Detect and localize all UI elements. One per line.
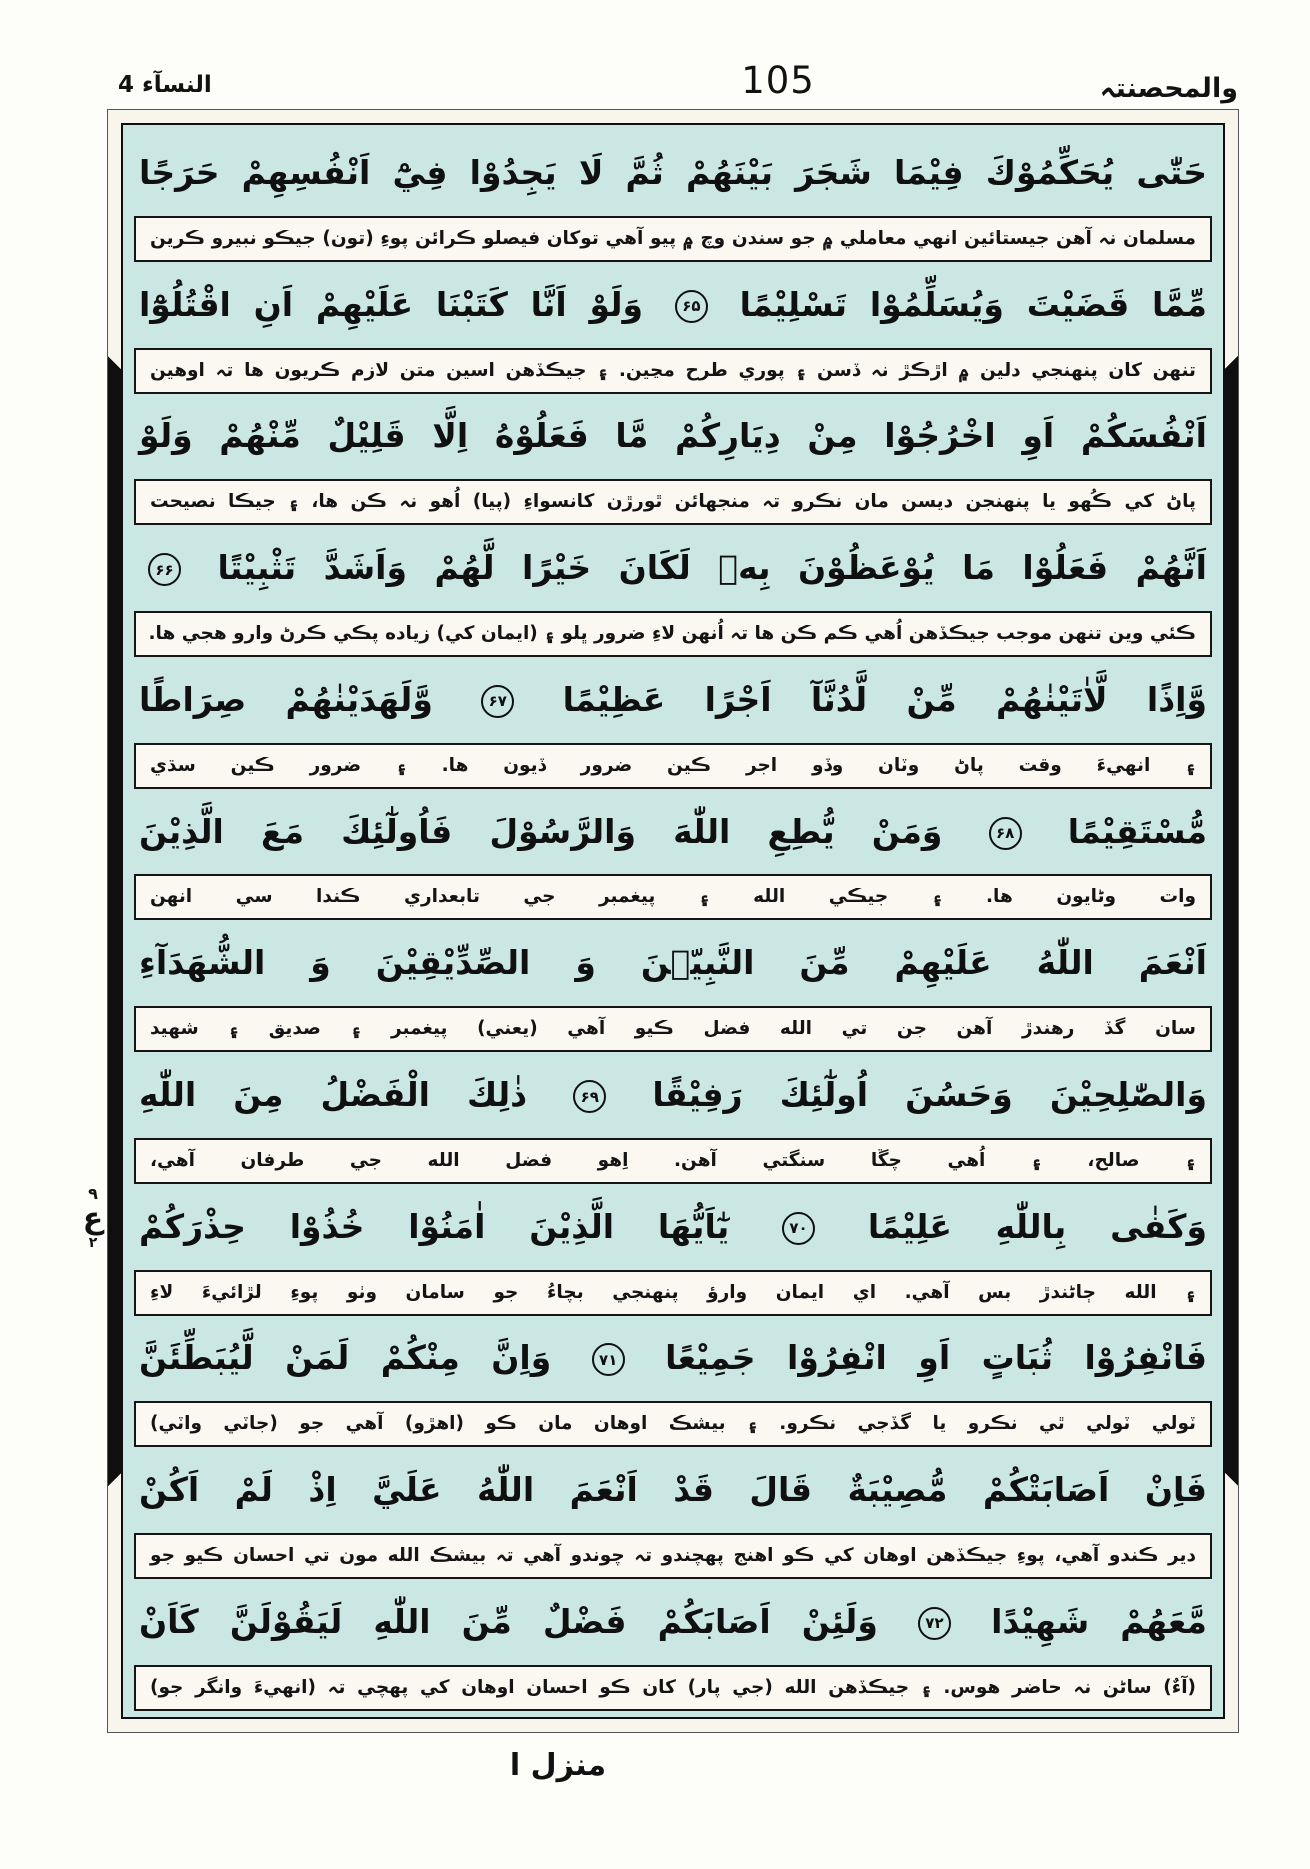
arabic-verse-text: مُّسْتَقِيْمًا bbox=[1067, 811, 1207, 851]
arabic-verse-text: وَلَئِنْ اَصَابَكُمْ فَضْلٌ مِّنَ اللّٰهِ لَيَقُوْلَنَّ كَاَنْ bbox=[139, 1601, 878, 1641]
arabic-verse-text: وَكَفٰى بِاللّٰهِ عَلِيْمًا bbox=[867, 1206, 1207, 1246]
quran-verse-line bbox=[131, 394, 1215, 478]
quran-verse-line bbox=[131, 1316, 1215, 1400]
ayah-number-badge: ۶۸ bbox=[989, 817, 1022, 850]
arabic-verse-text: وَّاِذًا لَّاٰتَيْنٰهُمْ مِّنْ لَّدُنَّآ اَجْرًا عَظِيْمًا bbox=[562, 679, 1208, 719]
sindhi-translation-text: تنھن کان پنھنجي دلين ۾ اڙڪڙ نہ ڏسن ۽ پوري طرح مڃين. ۽ جيڪڏھن اسين متن لازم ڪريون ھا تہ اوھين bbox=[150, 359, 1196, 381]
decorative-chain-border bbox=[108, 110, 1238, 1732]
arabic-verse-text: حَتّٰى يُحَكِّمُوْكَ فِيْمَا شَجَرَ بَيْنَهُمْ ثُمَّ لَا يَجِدُوْا فِيْٓ اَنْفُسِهِمْ حَرَجًا bbox=[139, 153, 1207, 192]
ayah-number-badge: ۶۵ bbox=[675, 290, 708, 323]
quran-verse-line bbox=[131, 1448, 1215, 1532]
arabic-verse-text: يٰٓاَيُّهَا الَّذِيْنَ اٰمَنُوْا خُذُوْا حِذْرَكُمْ bbox=[139, 1206, 730, 1246]
arabic-verse-text: مِّمَّا قَضَيْتَ وَيُسَلِّمُوْا تَسْلِيْمًا bbox=[739, 284, 1207, 324]
translation-box bbox=[134, 1401, 1212, 1447]
sindhi-translation-text: مسلمان نہ آھن جيستائين انھي معاملي ۾ جو سندن وچ ۾ پيو آھي توکان فيصلو ڪرائن پوءِ (تون) جيڪو نبيرو ڪرين bbox=[150, 227, 1196, 249]
translation-box bbox=[134, 216, 1212, 262]
verse-rows bbox=[121, 123, 1225, 1719]
ayah-number-badge: ۶۷ bbox=[481, 685, 514, 718]
manzil-label: منزل ا bbox=[509, 1748, 607, 1783]
ayah-number-badge: ۶۹ bbox=[573, 1080, 606, 1113]
arabic-verse-text: فَاِنْ اَصَابَتْكُمْ مُّصِيْبَةٌ قَالَ قَدْ اَنْعَمَ اللّٰهُ عَلَيَّ اِذْ لَمْ اَكُنْ bbox=[139, 1470, 1207, 1510]
ayah-number-badge: ۶۶ bbox=[148, 553, 181, 586]
quran-verse-line bbox=[131, 1580, 1215, 1664]
juz-name-label: والمحصنتہ bbox=[1099, 73, 1238, 104]
arabic-verse-text: وَالصّٰلِحِيْنَ وَحَسُنَ اُولٰٓئِكَ رَفِيْقًا bbox=[652, 1075, 1207, 1115]
translation-box bbox=[134, 348, 1212, 394]
translation-row bbox=[131, 1270, 1215, 1316]
translation-box bbox=[134, 611, 1212, 657]
translation-row bbox=[131, 1006, 1215, 1052]
arabic-verse-text: مَّعَهُمْ شَهِيْدًا bbox=[991, 1601, 1207, 1641]
translation-row bbox=[131, 1533, 1215, 1579]
quran-verse-line bbox=[131, 921, 1215, 1005]
ruku-margin-marker bbox=[78, 1186, 108, 1250]
arabic-verse-text: فَانْفِرُوْا ثُبَاتٍ اَوِ انْفِرُوْا جَمِيْعًا bbox=[665, 1338, 1207, 1378]
sindhi-translation-text: ۽ انھيءَ وقت پاڻ وٽان وڏو اجر ڪين ضرور ڏيون ھا. ۽ ضرور ڪين سڌي bbox=[150, 754, 1196, 776]
page-footer bbox=[108, 1748, 1238, 1783]
quran-verse-line bbox=[131, 658, 1215, 742]
arabic-verse-text: اَنَّهُمْ فَعَلُوْا مَا يُوْعَظُوْنَ بِهٖ لَكَانَ خَيْرًا لَّهُمْ وَاَشَدَّ تَثْبِيْتًا bbox=[217, 548, 1207, 588]
arabic-verse-text: وَلَوْ اَنَّا كَتَبْنَا عَلَيْهِمْ اَنِ اقْتُلُوْٓا bbox=[139, 284, 644, 324]
quran-verse-line bbox=[131, 263, 1215, 347]
translation-box bbox=[134, 479, 1212, 525]
sindhi-translation-text: ڪئي وين تنھن موجب جيڪڏھن اُھي ڪم ڪن ھا تہ اُنھن لاءِ ضرور ڀلو ۽ (ايمان کي) زياده پڪي ڪرڻ وارو هجي ھا. bbox=[148, 623, 1196, 645]
surah-name-label: النسآء 4 bbox=[118, 72, 212, 98]
page-number: 105 bbox=[741, 59, 815, 102]
sindhi-translation-text: ۽ الله ڄاڻندڙ بس آھي. اي ايمان وارؤ پنھنجي بچاءُ جو سامان وٺو پوءِ لڙائيءَ لاءِ bbox=[150, 1281, 1196, 1303]
arabic-verse-text: اَنْفُسَكُمْ اَوِ اخْرُجُوْا مِنْ دِيَارِكُمْ مَّا فَعَلُوْهُ اِلَّا قَلِيْلٌ مِّنْهُمْ وَلَوْ bbox=[139, 416, 1207, 456]
ayah-number-badge: ۷۱ bbox=[592, 1343, 625, 1376]
ayah-number-badge: ۷۰ bbox=[782, 1212, 815, 1245]
ruku-number-top: ۹ bbox=[88, 1184, 98, 1203]
ruku-ain-symbol: ع bbox=[82, 1201, 104, 1236]
arabic-verse-text: اَنْعَمَ اللّٰهُ عَلَيْهِمْ مِّنَ النَّبِيّٖنَ وَ الصِّدِّيْقِيْنَ وَ الشُّهَدَآءِ bbox=[139, 943, 1207, 983]
translation-box bbox=[134, 1006, 1212, 1052]
arabic-verse-text: وَاِنَّ مِنْكُمْ لَمَنْ لَّيُبَطِّئَنَّ bbox=[139, 1338, 552, 1378]
translation-row bbox=[131, 348, 1215, 394]
sindhi-translation-text: وات وڻايون ھا. ۽ جيڪي الله ۽ پيغمبر جي تابعداري ڪندا سي انھن bbox=[150, 886, 1196, 908]
quran-verse-line bbox=[131, 1185, 1215, 1269]
quran-verse-line bbox=[131, 526, 1215, 610]
arabic-verse-text: وَّلَهَدَيْنٰهُمْ صِرَاطًا bbox=[139, 679, 433, 719]
translation-row bbox=[131, 874, 1215, 920]
translation-box bbox=[134, 1665, 1212, 1711]
ruku-number-bottom: ۲ bbox=[88, 1235, 98, 1251]
arabic-verse-text: ذٰلِكَ الْفَضْلُ مِنَ اللّٰهِ bbox=[139, 1075, 528, 1115]
page-header bbox=[108, 52, 1238, 104]
sindhi-translation-text: ۽ صالح، ۽ اُھي چڱا سنگتي آھن. اِھو فضل الله جي طرفان آھي، bbox=[150, 1149, 1196, 1171]
translation-box bbox=[134, 1270, 1212, 1316]
translation-box bbox=[134, 1533, 1212, 1579]
quran-verse-line bbox=[131, 131, 1215, 215]
translation-row bbox=[131, 216, 1215, 262]
arabic-verse-text: وَمَنْ يُّطِعِ اللّٰهَ وَالرَّسُوْلَ فَاُولٰٓئِكَ مَعَ الَّذِيْنَ bbox=[139, 811, 943, 851]
translation-row bbox=[131, 743, 1215, 789]
translation-box bbox=[134, 743, 1212, 789]
sindhi-translation-text: سان گڏ رھندڙ آھن جن تي الله فضل ڪيو آھي (يعني) پيغمبر ۽ صديق ۽ شھيد bbox=[150, 1018, 1196, 1040]
translation-row bbox=[131, 1665, 1215, 1711]
translation-row bbox=[131, 1138, 1215, 1184]
translation-box bbox=[134, 874, 1212, 920]
sindhi-translation-text: (آءٌ) ساڻن نہ حاضر ھوس. ۽ جيڪڏھن الله (جي پار) کان ڪو احسان اوھان کي پھچي تہ (انھيءَ وانگر جو) bbox=[150, 1676, 1196, 1698]
sindhi-translation-text: پاڻ کي ڪُھو يا پنھنجن ديسن مان نڪرو تہ منجھائن ٿورڙن کانسواءِ (پيا) اُھو نہ ڪن ھا، ۽ جيڪا نصيحت bbox=[150, 491, 1196, 513]
quran-verse-line bbox=[131, 1053, 1215, 1137]
translation-row bbox=[131, 611, 1215, 657]
quran-verse-line bbox=[131, 790, 1215, 874]
sindhi-translation-text: ٽولي ٽولي ٿي نڪرو يا گڏجي نڪرو. ۽ بيشڪ اوھان مان ڪو (اھڙو) آھي جو (جاٽي واٽي) bbox=[150, 1413, 1196, 1435]
ayah-number-badge: ۷۲ bbox=[918, 1607, 951, 1640]
quran-text-sheet bbox=[108, 110, 1238, 1732]
sindhi-translation-text: دير ڪندو آھي، پوءِ جيڪڏھن اوھان کي ڪو اھنج پھچندو تہ چوندو آھي تہ بيشڪ الله مون تي احسان ڪيو جو bbox=[150, 1545, 1196, 1567]
translation-box bbox=[134, 1138, 1212, 1184]
translation-row bbox=[131, 1401, 1215, 1447]
translation-row bbox=[131, 479, 1215, 525]
